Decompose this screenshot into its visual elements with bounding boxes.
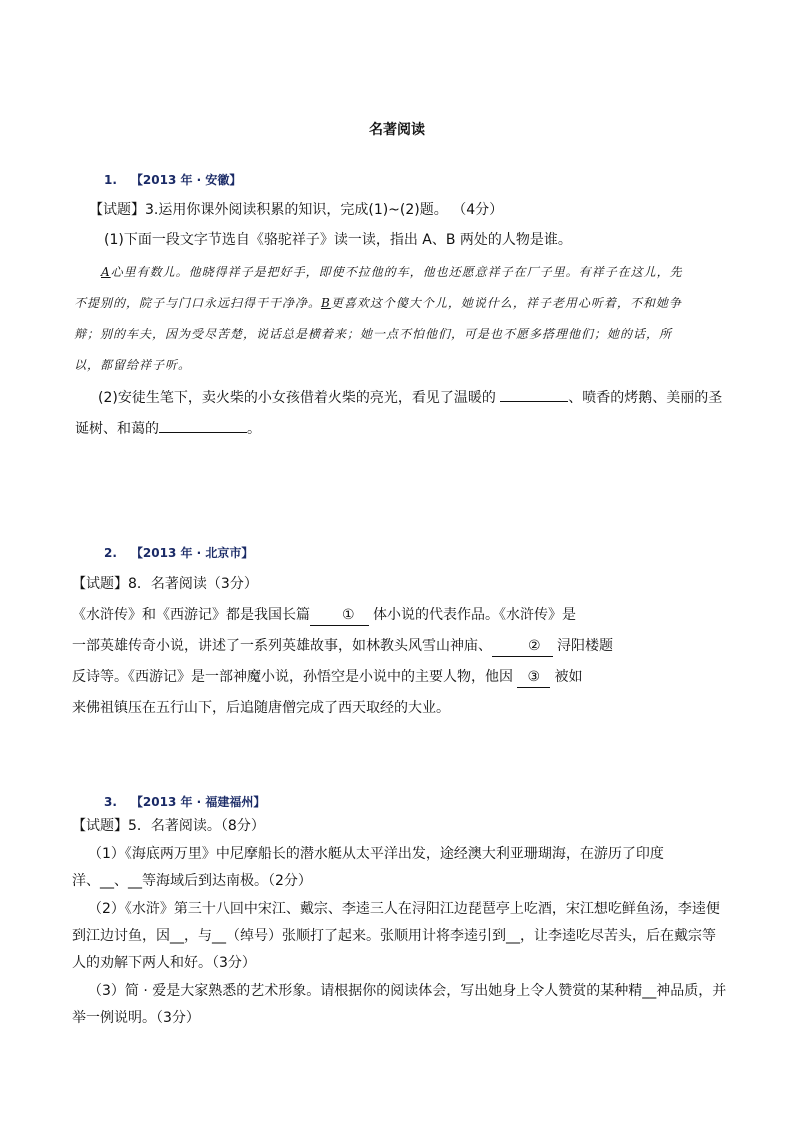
q3-p2-line1: （2）《水浒》第三十八回中宋江、戴宗、李逵三人在浔阳江边琵琶亭上吃酒，宋江想吃鲜鱼汤，李逵便: [88, 901, 720, 917]
q3-p3-line2: 举一例说明。（3分）: [72, 1010, 200, 1026]
q2-line4: 来佛祖镇压在五行山下，后追随唐僧完成了西天取经的大业。: [72, 700, 450, 716]
q3-p3-line1: （3）简 · 爱是大家熟悉的艺术形象。请根据你的阅读体会，写出她身上令人赞赏的某种精__神品质，并: [88, 983, 727, 999]
q1-blank-1[interactable]: [500, 387, 568, 402]
excerpt-mark-b: B: [321, 296, 331, 310]
q3-p2-line3: 人的劝解下两人和好。（3分）: [72, 955, 256, 971]
q2-source: 【2013 年 · 北京市】: [130, 546, 254, 560]
q1-number: 1.: [104, 173, 117, 187]
q2-header: [104, 543, 253, 563]
q1-sub2-line1: (2)安徒生笔下，卖火柴的小女孩借着火柴的亮光，看见了温暖的 、喷香的烤鹅、美丽的圣: [98, 387, 722, 408]
q2-line2: 一部英雄传奇小说，讲述了一系列英雄故事，如林教头风雪山神庙、 ② 浔阳楼题: [72, 636, 613, 657]
q2-blank-2[interactable]: ②: [492, 636, 553, 657]
q1-source: 【2013 年 · 安徽】: [130, 173, 242, 187]
q3-p1-line2: 洋、__、__等海域后到达南极。（2分）: [72, 873, 312, 889]
q1-excerpt-line3: 辩；别的车夫，因为受尽苦楚，说话总是横着来；她一点不怕他们，可是也不愿多搭理他们；她的话，所: [74, 327, 673, 341]
excerpt-mark-a: A: [101, 265, 111, 279]
q3-header: [104, 792, 265, 812]
q2-line3: 反诗等。《西游记》是一部神魔小说，孙悟空是小说中的主要人物，他因 ③ 被如: [72, 667, 582, 688]
q2-blank-3[interactable]: ③: [517, 667, 550, 688]
q1-sub2-line2: 诞树、和蔼的 。: [75, 418, 261, 439]
q2-stem: 【试题】8．名著阅读（3分）: [72, 576, 258, 592]
q1-sub1: (1)下面一段文字节选自《骆驼祥子》读一读，指出 A、B 两处的人物是谁。: [104, 232, 572, 248]
q2-line1: 《水浒传》和《西游记》都是我国长篇 ① 体小说的代表作品。《水浒传》是: [72, 605, 576, 626]
q2-number: 2.: [104, 546, 117, 560]
q1-excerpt-line1: A心里有数儿。他晓得祥子是把好手，即使不拉他的车，他也还愿意祥子在厂子里。有祥子在这儿，先: [101, 265, 683, 279]
q3-stem: 【试题】5．名著阅读。（8分）: [72, 818, 265, 834]
q1-excerpt-line4: 以，都留给祥子听。: [74, 358, 192, 372]
q1-blank-2[interactable]: [159, 418, 247, 433]
q1-stem: 【试题】3.运用你课外阅读积累的知识，完成(1)~(2)题。 （4分）: [89, 202, 504, 218]
q3-p1-line1: （1）《海底两万里》中尼摩船长的潜水艇从太平洋出发，途经澳大利亚珊瑚海，在游历了印度: [88, 846, 664, 862]
q1-header: [104, 170, 241, 190]
q3-p2-line2: 到江边讨鱼，因__，与__（绰号）张顺打了起来。张顺用计将李逵引到__，让李逵吃尽苦头，后在戴宗等: [72, 928, 716, 944]
q3-source: 【2013 年 · 福建福州】: [130, 795, 266, 809]
q1-excerpt-line2: 不提别的，院子与门口永远扫得干干净净。B更喜欢这个傻大个儿，她说什么，祥子老用心听着，不和她争: [74, 296, 682, 310]
q2-blank-1[interactable]: ①: [310, 605, 369, 626]
page-title: 名著阅读: [369, 122, 425, 138]
q3-number: 3.: [104, 795, 117, 809]
